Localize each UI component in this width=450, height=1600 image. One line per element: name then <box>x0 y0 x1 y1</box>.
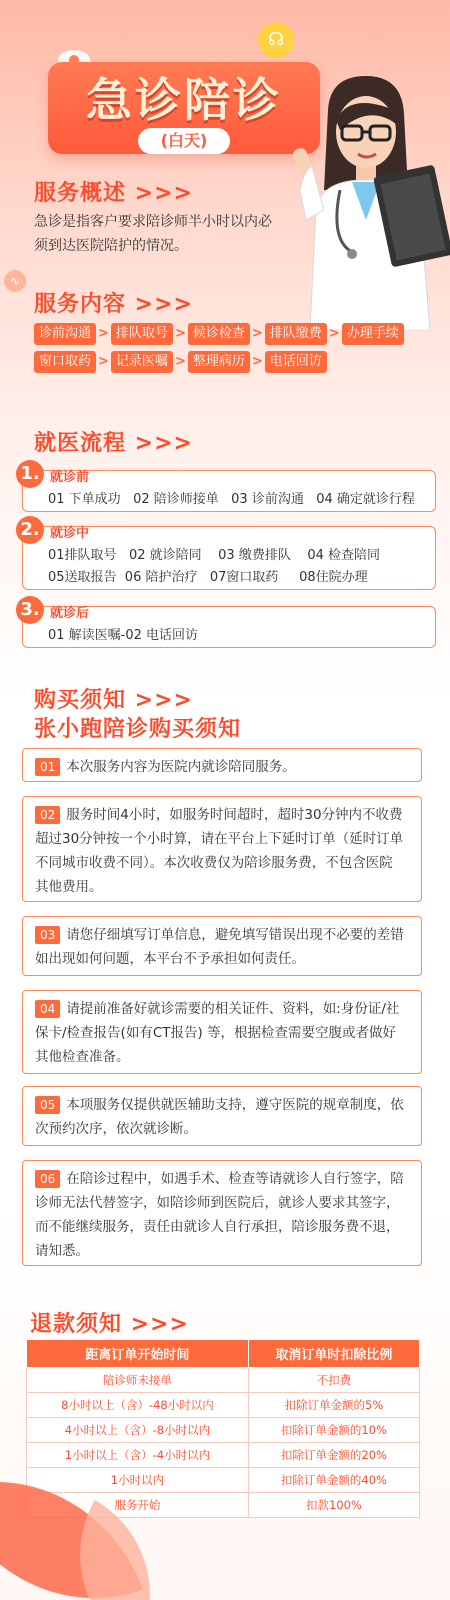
note-line: 在陪诊过程中，如遇手术、检查等请就诊人自行签字，陪 <box>66 1171 404 1187</box>
table-row <box>27 1418 420 1443</box>
table-cell: 服务开始 <box>27 1493 249 1518</box>
step-label: 就诊中 <box>50 526 90 541</box>
content-tag: 电话回访 <box>265 351 327 373</box>
content-tags-row-1 <box>34 322 404 345</box>
step-text: 01排队取号 02 就诊陪同 03 缴费排队 04 检查陪同 <box>48 548 381 563</box>
note-number: 02 <box>35 806 60 824</box>
step-text: 01 下单成功 02 陪诊师接单 03 诊前沟通 04 确定就诊行程 <box>48 492 415 507</box>
refund-title: 退款须知 >>> <box>30 1312 189 1337</box>
purchase-note-3 <box>22 916 422 976</box>
table-cell: 扣除订单金额的5% <box>248 1393 419 1418</box>
content-tag: 窗口取药 <box>34 351 96 373</box>
pulse-icon: ∿ <box>4 270 26 292</box>
arrow-icon: > <box>251 354 263 369</box>
overview-line: 急诊是指客户要求陪诊师半小时以内必 <box>34 214 272 230</box>
note-number: 01 <box>35 758 60 776</box>
content-tag: 诊前沟通 <box>34 323 96 345</box>
table-cell: 扣除订单金额的20% <box>248 1443 419 1468</box>
flow-title: 就医流程 >>> <box>34 431 193 456</box>
purchase-note-2 <box>22 796 422 902</box>
purchase-note-5 <box>22 1086 422 1146</box>
content-tag: 办理手续 <box>342 323 404 345</box>
step-label: 就诊前 <box>50 470 90 485</box>
content-tag: 记录医嘱 <box>111 351 173 373</box>
arrow-icon: > <box>174 326 186 341</box>
note-line: 本项服务仅提供就医辅助支持，遵守医院的规章制度，依 <box>66 1097 404 1113</box>
table-cell: 不扣费 <box>248 1368 419 1393</box>
note-number: 06 <box>35 1170 60 1188</box>
note-line: 而不能继续服务，责任由就诊人自行承担，陪诊服务费不退， <box>35 1219 400 1235</box>
purchase-subtitle: 张小跑陪诊购买须知 <box>34 717 242 742</box>
overview-title: 服务概述 >>> <box>34 181 193 206</box>
page-subtitle: (白天) <box>138 128 230 154</box>
table-row <box>27 1443 420 1468</box>
note-number: 04 <box>35 1000 60 1018</box>
step-number: 1. <box>16 460 44 488</box>
table-header: 取消订单时扣除比例 <box>248 1340 419 1368</box>
arrow-icon: > <box>328 326 340 341</box>
note-number: 05 <box>35 1096 60 1114</box>
table-row <box>27 1368 420 1393</box>
content-title: 服务内容 >>> <box>34 292 193 317</box>
purchase-note-4 <box>22 990 422 1074</box>
content-tag: 候诊检查 <box>188 323 250 345</box>
arrow-icon: > <box>98 354 109 369</box>
table-cell: 1小时以内 <box>27 1468 249 1493</box>
purchase-note-6 <box>22 1160 422 1266</box>
content-tag: 排队取号 <box>111 323 173 345</box>
arrow-icon: > <box>174 354 186 369</box>
refund-table <box>26 1339 420 1518</box>
purchase-note-1 <box>22 748 422 782</box>
note-line: 如出现如何问题，本平台不予承担如何责任。 <box>35 951 305 967</box>
note-number: 03 <box>35 926 60 944</box>
content-tag: 整理病历 <box>188 351 250 373</box>
table-cell: 4小时以上（含）-8小时以内 <box>27 1418 249 1443</box>
purchase-title: 购买须知 >>> <box>34 688 193 713</box>
note-line: 诊师无法代替签字，如陪诊师到医院后，就诊人要求其签字， <box>35 1195 400 1211</box>
table-cell: 陪诊师未接单 <box>27 1368 249 1393</box>
table-header-row <box>27 1340 420 1368</box>
arrow-icon: > <box>251 326 263 341</box>
table-row <box>27 1393 420 1418</box>
table-cell: 扣款100% <box>248 1493 419 1518</box>
table-cell: 8小时以上（含）-48小时以内 <box>27 1393 249 1418</box>
stethoscope-icon: ☊ <box>258 22 294 58</box>
doctor-illustration <box>290 70 450 330</box>
note-line: 请知悉。 <box>35 1243 89 1259</box>
overview-text <box>34 210 304 258</box>
content-tag: 排队缴费 <box>265 323 327 345</box>
note-line: 请您仔细填写订单信息，避免填写错误出现不必要的差错 <box>66 927 404 943</box>
note-line: 次预约次序，依次就诊断。 <box>35 1121 197 1137</box>
note-line: 请提前准备好就诊需要的相关证件、资料，如:身份证/社 <box>66 1001 400 1017</box>
step-label: 就诊后 <box>50 606 90 621</box>
step-number: 2. <box>16 516 44 544</box>
step-number: 3. <box>16 596 44 624</box>
note-line: 超过30分钟按一个小时算，请在平台上下延时订单（延时订单 <box>35 831 404 847</box>
table-cell: 1小时以上（含）-4小时以内 <box>27 1443 249 1468</box>
step-text: 05送取报告 06 陪护治疗 07窗口取药 08住院办理 <box>48 570 368 585</box>
note-line: 服务时间4小时，如服务时间超时，超时30分钟内不收费 <box>66 807 403 823</box>
table-header: 距离订单开始时间 <box>27 1340 249 1368</box>
note-line: 不同城市收费不同）。本次收费仅为陪诊服务费，不包含医院 <box>35 855 393 871</box>
overview-line: 须到达医院陪护的情况。 <box>34 238 188 254</box>
page-title: 急诊陪诊 <box>86 73 282 127</box>
step-text: 01 解读医嘱-02 电话回访 <box>48 628 199 643</box>
arrow-icon: > <box>98 326 109 341</box>
table-cell: 扣除订单金额的40% <box>248 1468 419 1493</box>
note-line: 其他检查准备。 <box>35 1049 130 1065</box>
note-line: 保卡/检查报告(如有CT报告) 等，根据检查需要空腹或者做好 <box>35 1025 397 1041</box>
table-row <box>27 1468 420 1493</box>
note-line: 本次服务内容为医院内就诊陪同服务。 <box>66 759 296 775</box>
note-line: 其他费用。 <box>35 879 103 895</box>
table-cell: 扣除订单金额的10% <box>248 1418 419 1443</box>
content-tags-row-2 <box>34 350 327 373</box>
